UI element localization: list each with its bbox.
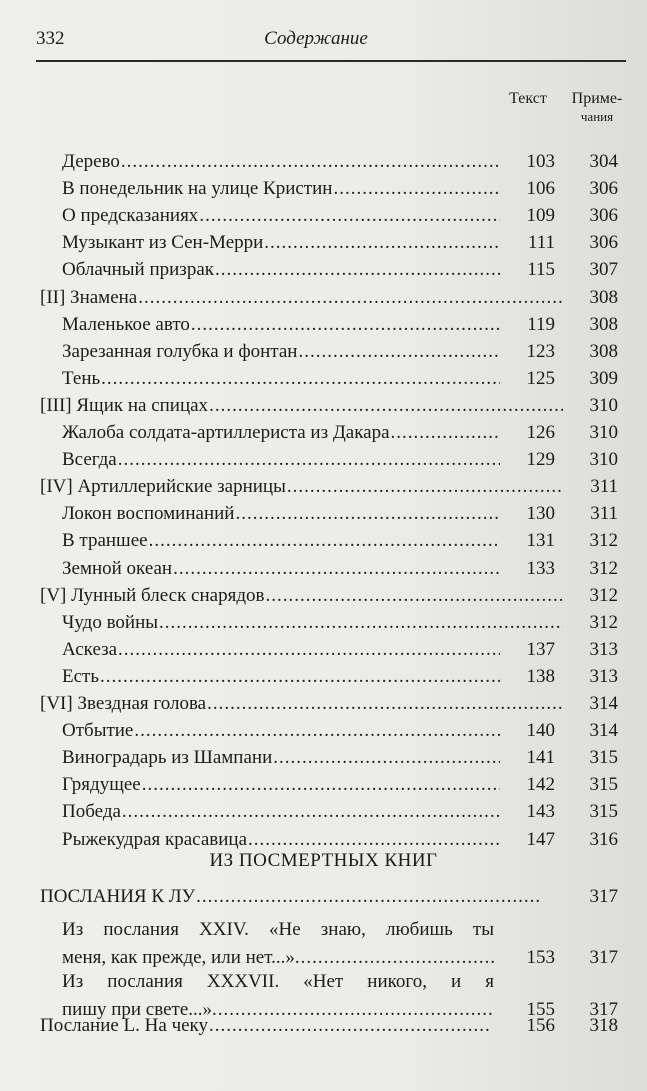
toc-entry-title: Облачный призрак xyxy=(62,259,214,281)
toc-part-row xyxy=(0,582,647,610)
toc-entry-row xyxy=(0,338,647,366)
toc-title-wrap xyxy=(62,636,500,664)
toc-entry-row xyxy=(0,500,647,528)
toc-part-title: [VI] Звездная голова xyxy=(40,693,207,714)
toc-notes-page: 310 xyxy=(589,394,618,416)
column-header-notes xyxy=(561,90,633,126)
column-header-notes-line2: чания xyxy=(580,109,614,124)
toc-entry-row xyxy=(0,148,647,176)
header-rule xyxy=(36,60,626,62)
toc-entry-title: Победа xyxy=(62,801,121,823)
dot-leader xyxy=(235,500,500,528)
toc-entry-title: Зарезанная голубка и фонтан xyxy=(62,340,298,362)
section-heading: ИЗ ПОСМЕРТНЫХ КНИГ xyxy=(209,850,438,871)
toc-title-wrap xyxy=(62,202,500,230)
dot-leader xyxy=(159,609,563,637)
toc-notes-page: 314 xyxy=(589,720,618,742)
toc-notes-page: 314 xyxy=(589,693,618,714)
dot-leader xyxy=(100,663,500,691)
toc-entry-row xyxy=(0,717,647,745)
toc-entry-title: В траншее xyxy=(62,530,148,552)
dot-leader xyxy=(273,744,500,772)
toc-entry-title: Аскеза xyxy=(62,638,118,660)
dot-leader xyxy=(391,419,500,447)
toc-entry-row xyxy=(0,609,647,637)
toc-letter-title-line1: Из послания XXXVII. «Нет никого, и я xyxy=(62,971,494,992)
toc-entry-title: О предсказаниях xyxy=(62,205,199,227)
toc-title-wrap xyxy=(62,175,500,203)
toc-title-wrap xyxy=(62,527,500,555)
toc-entry-row xyxy=(0,636,647,664)
toc-notes-page: 312 xyxy=(589,557,618,579)
toc-title-wrap xyxy=(62,500,500,528)
dot-leader xyxy=(191,311,500,339)
toc-entry-title: Послание L. На чеку xyxy=(40,1015,209,1036)
dot-leader xyxy=(118,446,500,474)
toc-entry-row xyxy=(0,202,647,230)
toc-notes-page: 313 xyxy=(589,638,618,660)
toc-text-page: 129 xyxy=(526,449,555,471)
toc-text-page: 142 xyxy=(526,774,555,796)
toc-entry-row xyxy=(40,1012,630,1040)
toc-notes-page: 308 xyxy=(589,313,618,335)
toc-notes-page: 308 xyxy=(589,286,618,308)
toc-part-row xyxy=(0,690,647,718)
toc-notes-page: 312 xyxy=(589,584,618,606)
dot-leader xyxy=(333,175,500,203)
toc-letter-title-line1: Из послания XXIV. «Не знаю, любишь ты xyxy=(62,919,494,940)
toc-entry-row xyxy=(0,311,647,339)
column-header-text: Текст xyxy=(509,90,547,107)
toc-notes-page: 310 xyxy=(589,449,618,471)
toc-notes-page: 308 xyxy=(589,340,618,362)
toc-notes-page: 315 xyxy=(589,774,618,796)
toc-title-wrap xyxy=(62,365,500,393)
toc-notes-page: 315 xyxy=(589,747,618,769)
toc-entry-title: Виноградарь из Шампани xyxy=(62,747,273,769)
toc-title-wrap xyxy=(40,473,563,501)
toc-entry-row xyxy=(0,175,647,203)
page-number: 332 xyxy=(36,28,65,49)
toc-part-row xyxy=(0,473,647,501)
toc-part-row xyxy=(40,883,630,911)
toc-text-page: 141 xyxy=(526,747,555,769)
toc-title-wrap xyxy=(62,256,500,284)
dot-leader xyxy=(196,883,542,911)
toc-text-page: 123 xyxy=(526,340,555,362)
toc-notes-page: 318 xyxy=(589,1015,618,1036)
toc-part-title: [II] Знамена xyxy=(40,286,138,308)
running-title: Содержание xyxy=(264,28,368,49)
dot-leader xyxy=(209,1012,492,1040)
toc-entry-title: Отбытие xyxy=(62,720,134,742)
toc-title-wrap xyxy=(62,446,500,474)
toc-text-page: 131 xyxy=(526,530,555,552)
toc-title-wrap xyxy=(62,148,500,176)
toc-entry-title: Локон воспоминаний xyxy=(62,503,235,525)
toc-letter-title-line2: меня, как прежде, или нет...» xyxy=(62,947,295,968)
toc-notes-page: 306 xyxy=(589,232,618,254)
toc-notes-page: 312 xyxy=(589,530,618,552)
toc-notes-page: 309 xyxy=(589,367,618,389)
toc-text-page: 106 xyxy=(526,178,555,200)
toc-entry-row xyxy=(0,256,647,284)
toc-entry-row xyxy=(0,798,647,826)
toc-title-wrap xyxy=(40,690,563,718)
toc-text-page: 130 xyxy=(526,503,555,525)
toc-entry-row xyxy=(0,744,647,772)
toc-title-wrap xyxy=(62,798,500,826)
dot-leader xyxy=(287,473,563,501)
toc-part-title: [IV] Артиллерийские зарницы xyxy=(40,476,286,498)
toc-entry-title: Жалоба солдата-артиллериста из Дакара xyxy=(62,422,390,443)
toc-title-wrap xyxy=(40,582,563,610)
toc-entry-title: Чудо войны xyxy=(62,611,159,633)
toc-notes-page: 312 xyxy=(589,611,618,633)
toc-text-page: 125 xyxy=(526,367,555,389)
toc-entry-row xyxy=(0,555,647,583)
toc-text-page: 126 xyxy=(526,422,555,443)
toc-text-page: 111 xyxy=(527,232,555,254)
toc-text-page: 153 xyxy=(526,947,555,968)
toc-entry-title: Маленькое авто xyxy=(62,313,190,335)
dot-leader xyxy=(118,636,500,664)
toc-title-wrap xyxy=(62,229,500,257)
toc-entry-row xyxy=(0,527,647,555)
toc-title-wrap xyxy=(62,609,563,637)
toc-notes-page: 311 xyxy=(590,476,618,498)
dot-leader xyxy=(173,555,500,583)
toc-notes-page: 307 xyxy=(589,259,618,281)
toc-text-page: 119 xyxy=(527,313,555,335)
dot-leader xyxy=(138,284,563,312)
toc-part-title: ПОСЛАНИЯ К ЛУ xyxy=(40,886,196,907)
toc-title-wrap xyxy=(62,744,500,772)
dot-leader xyxy=(122,798,500,826)
toc-title-wrap xyxy=(62,419,500,447)
toc-notes-page: 310 xyxy=(589,422,618,443)
page-header xyxy=(36,28,596,54)
toc-entry-row xyxy=(0,419,647,447)
toc-entry-title: Музыкант из Сен-Мерри xyxy=(62,232,264,254)
toc-letter-title-line2: пишу при свете...» xyxy=(62,999,213,1020)
toc-entry-row xyxy=(0,771,647,799)
toc-entry-row xyxy=(0,446,647,474)
toc-notes-page: 306 xyxy=(589,178,618,200)
toc-title-wrap xyxy=(62,555,500,583)
dot-leader xyxy=(134,717,500,745)
dot-leader xyxy=(207,690,563,718)
dot-leader xyxy=(149,527,500,555)
dot-leader xyxy=(265,582,563,610)
toc-notes-page: 317 xyxy=(589,886,618,907)
toc-text-page: 143 xyxy=(526,801,555,823)
toc-title-wrap xyxy=(62,311,500,339)
dot-leader xyxy=(142,771,500,799)
dot-leader xyxy=(264,229,500,257)
toc-part-title: [III] Ящик на спицах xyxy=(40,394,209,416)
dot-leader xyxy=(199,202,500,230)
toc-text-page: 109 xyxy=(526,205,555,227)
toc-text-page: 147 xyxy=(526,828,555,850)
toc-title-wrap xyxy=(62,663,500,691)
toc-entry-title: Всегда xyxy=(62,449,117,471)
toc-title-wrap xyxy=(62,717,500,745)
toc-entry-title: Грядущее xyxy=(62,774,141,796)
toc-notes-page: 317 xyxy=(589,947,618,968)
toc-title-wrap xyxy=(40,392,563,420)
toc-entry-title: Рыжекудрая красавица xyxy=(62,828,247,850)
toc-notes-page: 317 xyxy=(589,999,618,1020)
toc-notes-page: 313 xyxy=(589,665,618,687)
dot-leader xyxy=(101,365,500,393)
toc-text-page: 140 xyxy=(526,720,555,742)
toc-entry-row xyxy=(0,365,647,393)
toc-notes-page: 316 xyxy=(589,828,618,850)
dot-leader xyxy=(209,392,563,420)
toc-notes-page: 315 xyxy=(589,801,618,823)
toc-text-page: 138 xyxy=(526,665,555,687)
toc-entry-title: Тень xyxy=(62,367,101,389)
toc-text-page: 137 xyxy=(526,638,555,660)
toc-title-wrap xyxy=(40,284,563,312)
toc-notes-page: 306 xyxy=(589,205,618,227)
toc-entry-row xyxy=(0,229,647,257)
toc-text-page: 133 xyxy=(526,557,555,579)
toc-notes-page: 304 xyxy=(589,151,618,172)
toc-title-wrap xyxy=(62,771,500,799)
toc-entry-title: Земной океан xyxy=(62,557,173,579)
column-header-notes-line1: Приме- xyxy=(571,90,623,107)
toc-part-row xyxy=(0,284,647,312)
toc-title-wrap xyxy=(62,338,500,366)
toc-text-page: 103 xyxy=(526,151,555,172)
toc-entry-title: Дерево xyxy=(62,151,120,172)
dot-leader xyxy=(121,148,500,176)
toc-text-page: 115 xyxy=(527,259,555,281)
toc-entry-title: В понедельник на улице Кристин xyxy=(62,178,333,200)
toc-text-page: 155 xyxy=(526,999,555,1020)
dot-leader xyxy=(215,256,500,284)
toc-part-row xyxy=(0,392,647,420)
dot-leader xyxy=(298,338,500,366)
toc-entry-row xyxy=(0,663,647,691)
toc-text-page: 156 xyxy=(526,1015,555,1036)
toc-part-title: [V] Лунный блеск снарядов xyxy=(40,584,265,606)
toc-entry-title: Есть xyxy=(62,665,100,687)
toc-notes-page: 311 xyxy=(590,503,618,525)
